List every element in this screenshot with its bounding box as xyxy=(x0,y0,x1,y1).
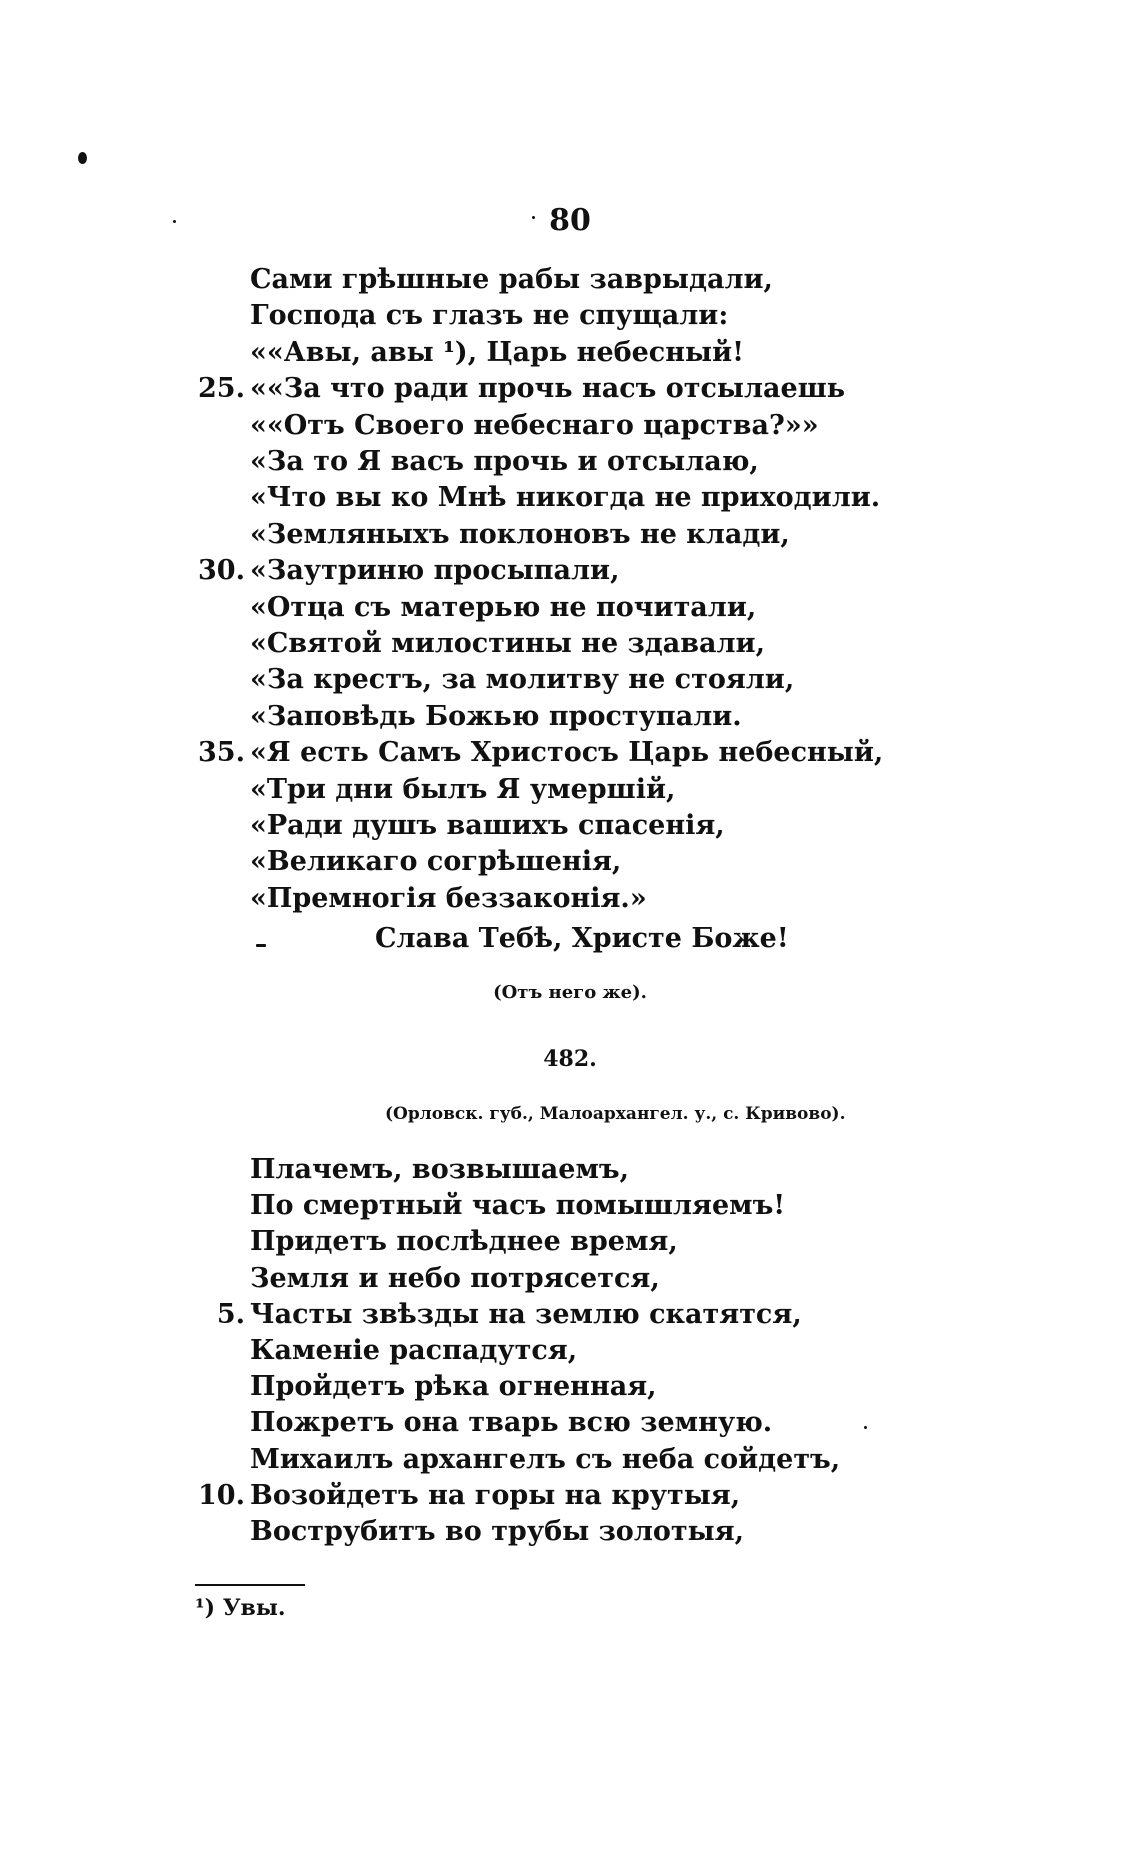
verse-text: «Заутриню просыпали, xyxy=(250,555,620,587)
verse-line xyxy=(0,335,1140,371)
verse-line xyxy=(0,444,1140,480)
verse-line xyxy=(0,262,1140,298)
verse-line xyxy=(0,1261,1140,1297)
scan-speck xyxy=(173,220,176,223)
verse-line xyxy=(0,735,1140,771)
verse-line xyxy=(0,699,1140,735)
line-number: 35. xyxy=(198,737,245,769)
song-number: 482. xyxy=(543,1046,597,1072)
verse-text: «За то Я васъ прочь и отсылаю, xyxy=(250,446,759,477)
line-number: 5. xyxy=(216,1298,245,1330)
refrain-line: Слава Тебѣ, Христе Боже! xyxy=(375,923,789,954)
verse-text: Земля и небо потрясется, xyxy=(250,1262,660,1294)
verse-line xyxy=(0,1224,1140,1260)
verse-line xyxy=(0,844,1140,880)
verse-text: Вострубитъ во трубы золотыя, xyxy=(250,1516,745,1547)
verse-text: Возойдетъ на горы на крутыя, xyxy=(250,1479,741,1511)
location-note: (Орловск. губ., Малоархангел. у., с. Кривово). xyxy=(385,1104,846,1124)
verse-text: Пожретъ она тварь всю земную. xyxy=(250,1407,773,1439)
verse-line xyxy=(0,1369,1140,1405)
verse-line xyxy=(0,662,1140,698)
verse-text: «За крестъ, за молитву не стояли, xyxy=(250,664,795,696)
verse-line xyxy=(0,553,1140,589)
verse-line xyxy=(0,1152,1140,1188)
verse-line xyxy=(0,590,1140,626)
verse-text: «Ради душъ вашихъ спасенія, xyxy=(250,810,725,841)
verse-line xyxy=(0,298,1140,334)
verse-text: По смертный часъ помышляемъ! xyxy=(250,1190,786,1222)
verse-line xyxy=(0,626,1140,662)
verse-text: «Что вы ко Мнѣ никогда не приходили. xyxy=(250,482,881,514)
verse-text: «Святой милостины не здавали, xyxy=(250,628,765,659)
verse-line xyxy=(0,881,1140,917)
verse-text: Придетъ послѣднее время, xyxy=(250,1226,678,1258)
verse-text: Часты звѣзды на землю скатятся, xyxy=(250,1298,802,1330)
footnote: ¹) Увы. xyxy=(195,1595,286,1621)
verse-text: Пройдетъ рѣка огненная, xyxy=(250,1371,657,1403)
verse-line xyxy=(0,1478,1140,1514)
attribution: (Отъ него же). xyxy=(493,982,647,1003)
verse-text: «Отца съ матерью не почитали, xyxy=(250,591,757,623)
verse-line xyxy=(0,1188,1140,1224)
verse-text: «Земляныхъ поклоновъ не клади, xyxy=(250,518,790,550)
verse-text: Каменіе распадутся, xyxy=(250,1335,578,1366)
verse-text: Михаилъ архангелъ съ неба сойдетъ, xyxy=(250,1443,841,1475)
verse-text: «Великаго согрѣшенія, xyxy=(250,846,622,878)
line-number: 30. xyxy=(198,555,245,587)
verse-text: «Заповѣдь Божью проступали. xyxy=(250,700,742,732)
footnote-rule xyxy=(195,1584,305,1586)
scan-speck xyxy=(532,216,535,219)
verse-line xyxy=(0,408,1140,444)
page-number: 80 xyxy=(549,203,591,238)
verse-line xyxy=(0,1442,1140,1478)
verse-text: Сами грѣшные рабы заврыдали, xyxy=(250,264,773,295)
verse-line xyxy=(0,371,1140,407)
verse-text: Плачемъ, возвышаемъ, xyxy=(250,1154,630,1185)
verse-text: Господа съ глазъ не спущали: xyxy=(250,300,729,332)
verse-line xyxy=(0,1514,1140,1550)
line-number: 25. xyxy=(198,373,245,405)
verse-text: «Три дни былъ Я умершій, xyxy=(250,773,676,805)
verse-line xyxy=(0,772,1140,808)
verse-text: «Премногія беззаконія.» xyxy=(250,882,647,914)
scan-speck xyxy=(78,152,87,164)
verse-line xyxy=(0,808,1140,844)
verse-line xyxy=(0,1333,1140,1369)
verse-text: ««Отъ Своего небеснаго царства?»» xyxy=(250,409,819,441)
verse-text: ««Авы, авы ¹), Царь небесный! xyxy=(250,336,744,368)
verse-text: «Я есть Самъ Христосъ Царь небесный, xyxy=(250,737,884,769)
verse-line xyxy=(0,1405,1140,1441)
verse-line xyxy=(0,1297,1140,1333)
line-number: 10. xyxy=(198,1479,245,1511)
scan-speck xyxy=(864,1426,867,1429)
scan-speck xyxy=(256,944,266,947)
verse-line xyxy=(0,480,1140,516)
verse-text: ««За что ради прочь насъ отсылаешь xyxy=(250,373,846,405)
verse-line xyxy=(0,517,1140,553)
